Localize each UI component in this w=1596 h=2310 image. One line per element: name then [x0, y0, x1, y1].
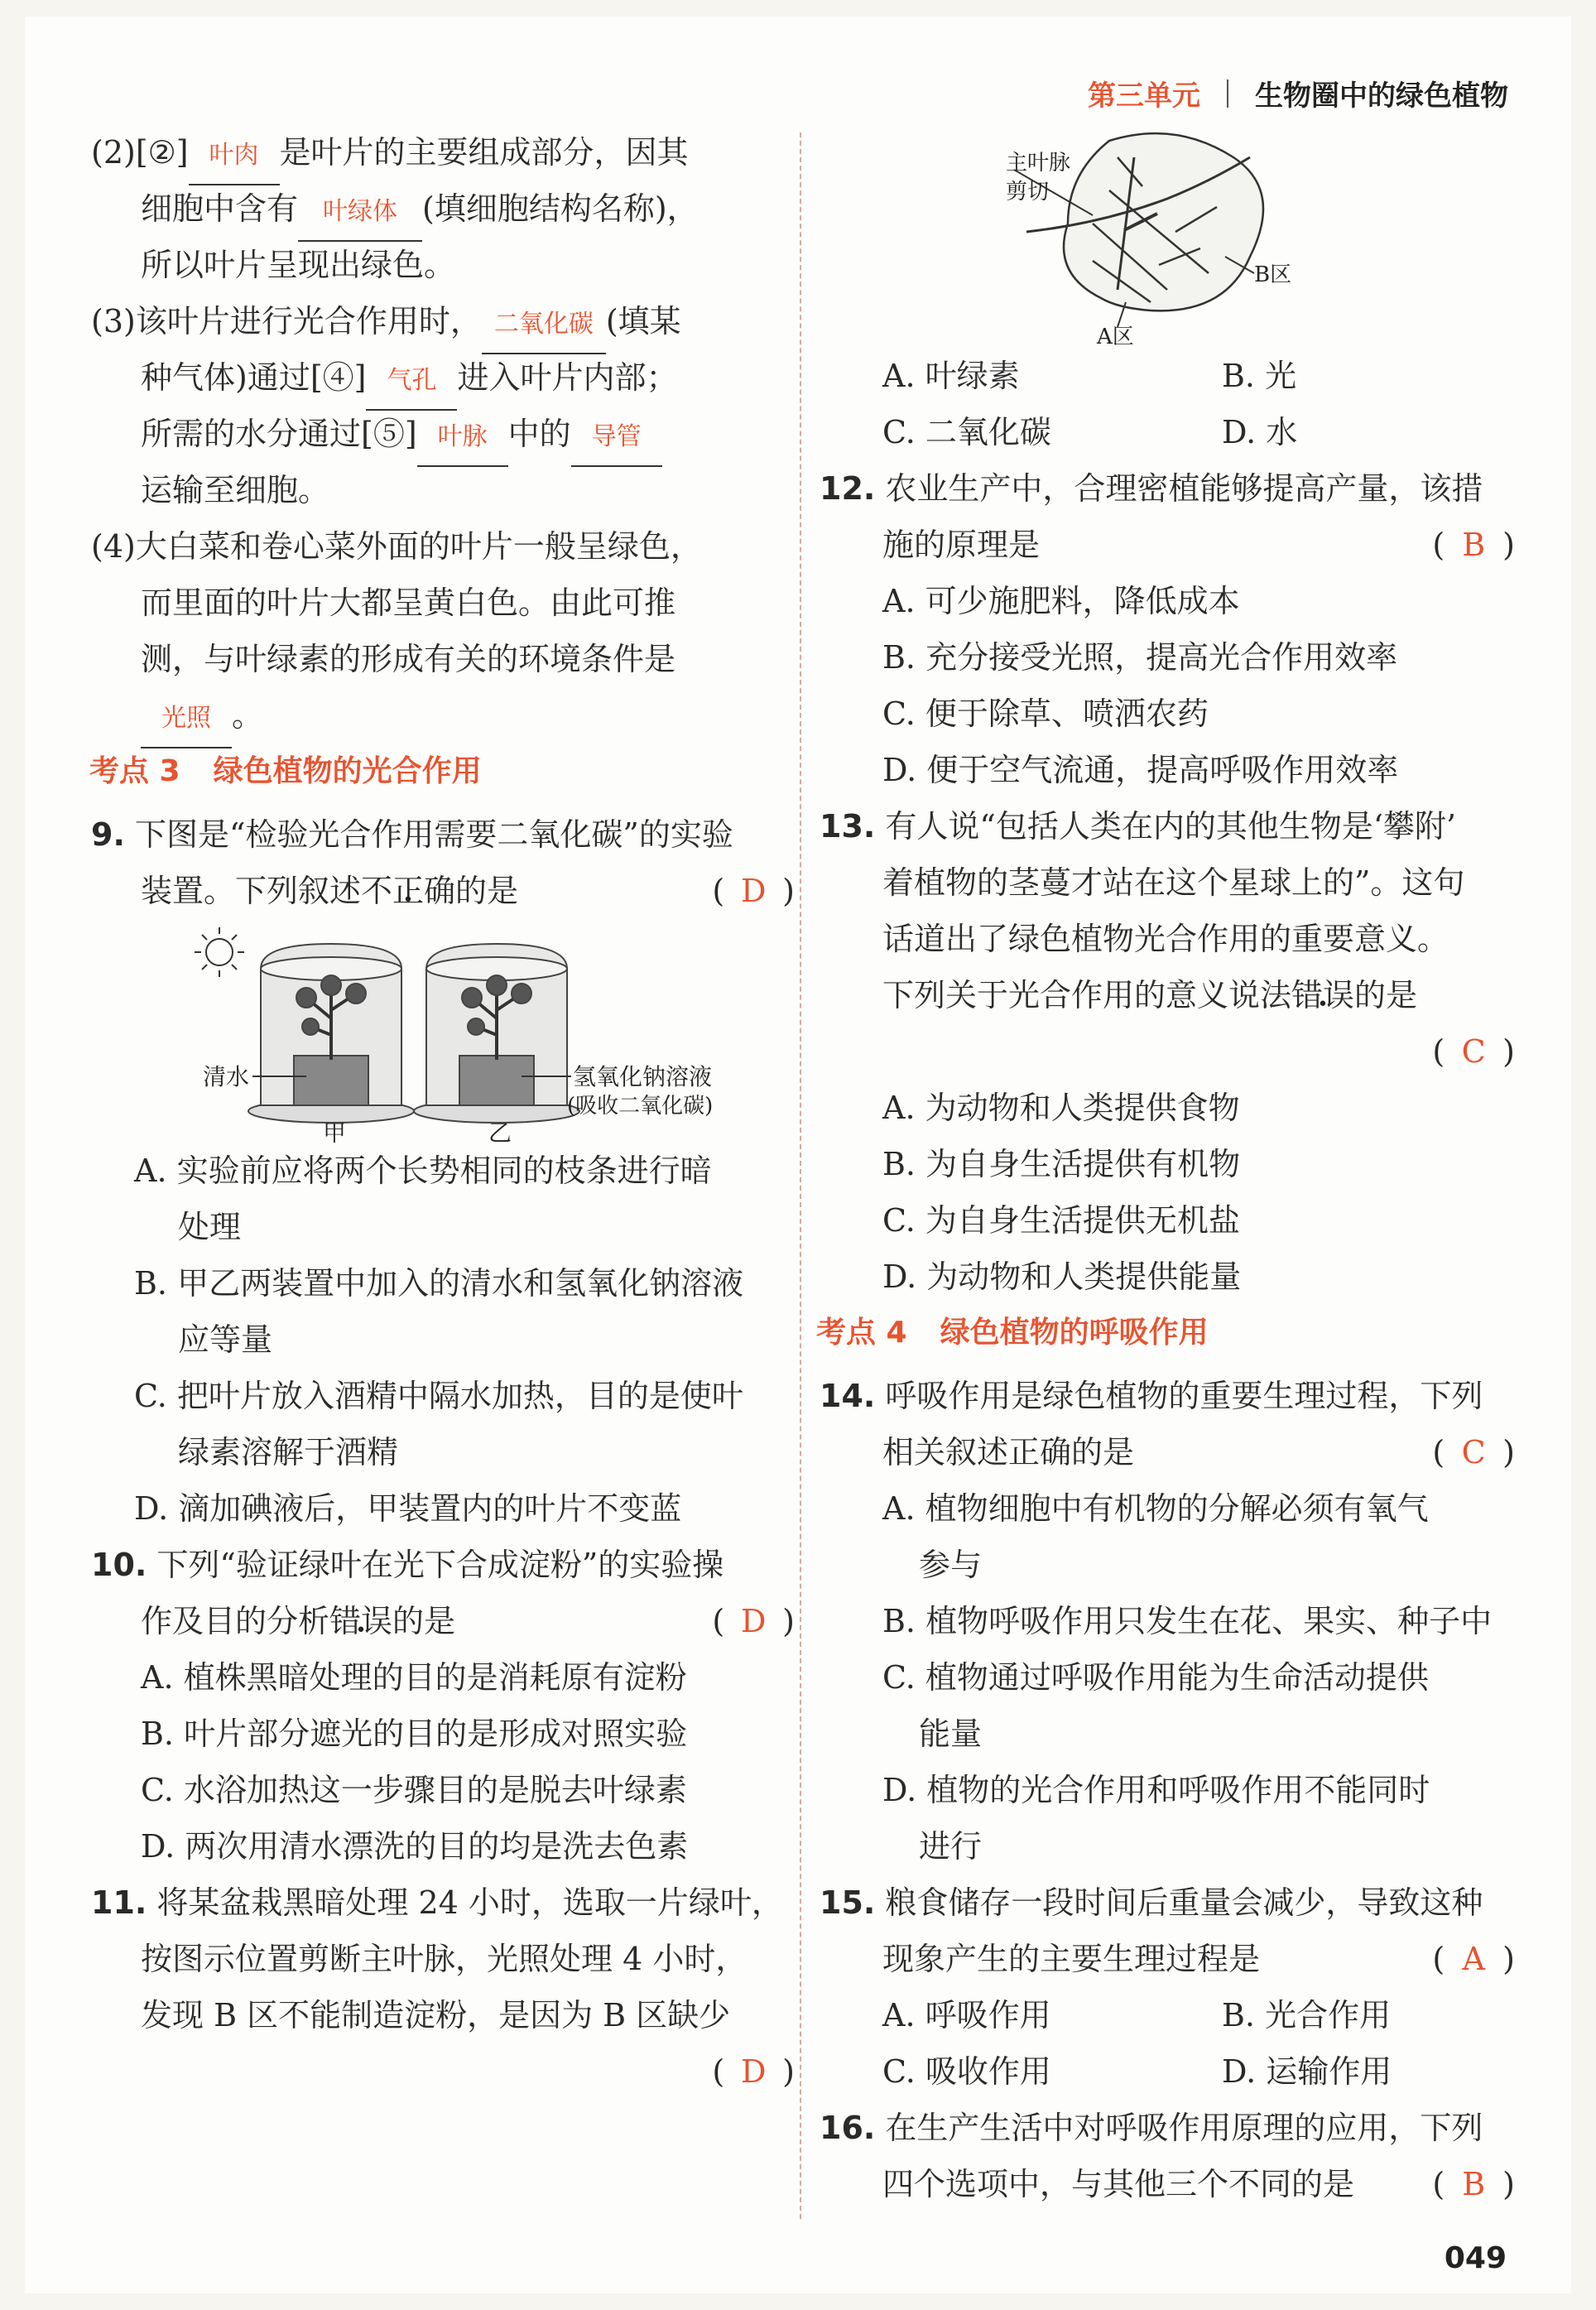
q13-option-a: A. 为动物和人类提供食物	[882, 1090, 1240, 1126]
q11-leaf-figure	[820, 124, 1515, 348]
right-column	[816, 124, 1515, 2212]
q9-option-c-cont: 绿素溶解于酒精	[178, 1434, 399, 1470]
answer-bracket: ( D )	[712, 2053, 795, 2090]
column-divider	[800, 132, 801, 2219]
q12-option-d: D. 便于空气流通，提高呼吸作用效率	[882, 752, 1399, 788]
jar-yi	[414, 944, 579, 1123]
page-header	[1088, 73, 1508, 113]
left-column	[91, 124, 795, 2100]
q13-line1: 13. 有人说“包括人类在内的其他生物是‘攀附’	[820, 808, 1457, 845]
q11-line2: 按图示位置剪断主叶脉，光照处理 4 小时，	[141, 1941, 748, 1977]
answer-blank: 导管	[571, 409, 662, 467]
q9-option-a: A. 实验前应将两个长势相同的枝条进行暗	[134, 1153, 712, 1189]
q9-line1: 9. 下图是“检验光合作用需要二氧化碳”的实验	[91, 816, 733, 853]
q8-4-line3: 测，与叶绿素的形成有关的环境条件是	[141, 641, 676, 677]
unit-label: 第三单元	[1088, 79, 1200, 113]
q8-2-line1: (2)[②] 叶肉 是叶片的主要组成部分，因其	[91, 124, 795, 180]
answer-bracket: ( D )	[712, 1603, 795, 1639]
q12-option-a: A. 可少施肥料，降低成本	[882, 583, 1240, 619]
page-number: 049	[1444, 2241, 1507, 2275]
label-b-zone: B区	[1254, 262, 1292, 287]
answer-bracket: ( B )	[1432, 527, 1515, 563]
q10-option-a: A. 植株黑暗处理的目的是消耗原有淀粉	[141, 1659, 687, 1696]
q13-line3: 话道出了绿色植物光合作用的重要意义。	[882, 921, 1449, 957]
q11-line4	[91, 2043, 795, 2100]
answer-bracket: ( A )	[1432, 1941, 1515, 1977]
q8-4-line2: 而里面的叶片大都呈黄白色。由此可推	[141, 585, 676, 621]
q15-line2: 现象产生的主要生理过程是 ( A )	[820, 1931, 1515, 1987]
answer-blank: 气孔	[366, 353, 457, 411]
answer-blank: 叶绿体	[298, 184, 422, 242]
q9-option-b-cont: 应等量	[178, 1321, 273, 1358]
q9-option-a-cont: 处理	[178, 1209, 242, 1245]
q8-2-line3: 所以叶片呈现出绿色。	[141, 247, 456, 283]
section-heading-4: 考点 4 绿色植物的呼吸作用	[816, 1316, 1209, 1350]
q13-line5	[820, 1023, 1515, 1080]
q9-line2: 装置。下列叙述不正确的是 ( D )	[91, 863, 795, 919]
q13-option-b: B. 为自身生活提供有机物	[882, 1146, 1241, 1182]
label-naoh-note: (吸收二氧化碳)	[567, 1094, 714, 1119]
jar-jia	[248, 944, 414, 1123]
q8-3-line1: (3)该叶片进行光合作用时， 二氧化碳 (填某	[91, 293, 795, 349]
q13-line4: 下列关于光合作用的意义说法错误的是	[882, 977, 1418, 1013]
q9-figure	[91, 919, 795, 1143]
q16-line1: 16. 在生产生活中对呼吸作用原理的应用，下列	[820, 2110, 1483, 2146]
q14-option-c: C. 植物通过呼吸作用能为生命活动提供	[882, 1659, 1429, 1696]
answer-bracket: ( D )	[712, 873, 795, 909]
q14-option-b: B. 植物呼吸作用只发生在花、果实、种子中	[882, 1603, 1493, 1639]
answer-blank: 叶肉	[189, 128, 280, 185]
q8-2-line2: 细胞中含有 叶绿体 (填细胞结构名称)，	[91, 180, 795, 237]
q8-3-line2: 种气体)通过[④] 气孔 进入叶片内部；	[91, 349, 795, 406]
label-water: 清水	[203, 1063, 250, 1090]
q12-option-c: C. 便于除草、喷洒农药	[882, 695, 1209, 732]
sun-icon	[195, 927, 244, 977]
q14-line2: 相关叙述正确的是 ( C )	[820, 1424, 1515, 1480]
q10-line1: 10. 下列“验证绿叶在光下合成淀粉”的实验操	[91, 1547, 724, 1583]
q8-3-line3: 所需的水分通过[⑤] 叶脉 中的 导管	[91, 406, 795, 462]
q14-line1: 14. 呼吸作用是绿色植物的重要生理过程，下列	[820, 1378, 1483, 1414]
label-naoh: 氢氧化钠溶液	[573, 1063, 713, 1090]
q11-options-row1: A. 叶绿素 B. 光	[882, 358, 1297, 394]
label-yi: 乙	[488, 1119, 512, 1143]
q8-4-line4: 光照 。	[91, 687, 795, 744]
answer-blank: 二氧化碳	[482, 296, 606, 354]
q11-line3: 发现 B 区不能制造淀粉，是因为 B 区缺少	[141, 1997, 731, 2033]
q10-option-d: D. 两次用清水漂洗的目的均是洗去色素	[141, 1828, 689, 1865]
q9-option-c: C. 把叶片放入酒精中隔水加热，目的是使叶	[134, 1378, 743, 1414]
q14-option-d: D. 植物的光合作用和呼吸作用不能同时	[882, 1772, 1430, 1808]
label-cut: 剪切	[1006, 180, 1050, 205]
answer-blank: 叶脉	[417, 409, 508, 467]
label-jia: 甲	[323, 1119, 347, 1143]
q14-option-a-cont: 参与	[919, 1547, 983, 1583]
q16-line2: 四个选项中，与其他三个不同的是 ( B )	[820, 2156, 1515, 2212]
q14-option-c-cont: 能量	[919, 1716, 983, 1752]
section-heading-3: 考点 3 绿色植物的光合作用	[89, 754, 482, 788]
chapter-title: 生物圈中的绿色植物	[1255, 79, 1508, 113]
answer-bracket: ( B )	[1432, 2166, 1515, 2202]
q14-option-d-cont: 进行	[919, 1828, 983, 1865]
q9-option-d: D. 滴加碘液后，甲装置内的叶片不变蓝	[134, 1490, 682, 1527]
q12-option-b: B. 充分接受光照，提高光合作用效率	[882, 639, 1398, 676]
q12-line2: 施的原理是 ( B )	[820, 517, 1515, 573]
q13-option-d: D. 为动物和人类提供能量	[882, 1258, 1242, 1295]
label-main-vein: 主叶脉	[1006, 151, 1071, 176]
q14-option-a: A. 植物细胞中有机物的分解必须有氧气	[882, 1490, 1429, 1527]
q11-line1: 11. 将某盆栽黑暗处理 24 小时，选取一片绿叶，	[91, 1884, 783, 1921]
q9-option-b: B. 甲乙两装置中加入的清水和氢氧化钠溶液	[134, 1265, 744, 1302]
q8-4-line1: (4)大白菜和卷心菜外面的叶片一般呈绿色，	[91, 528, 702, 565]
q15-line1: 15. 粮食储存一段时间后重量会减少，导致这种	[820, 1884, 1483, 1921]
q8-3-line4: 运输至细胞。	[141, 472, 330, 508]
answer-blank: 光照	[141, 691, 232, 748]
q13-line2: 着植物的茎蔓才站在这个星球上的”。这句	[882, 864, 1465, 901]
q12-line1: 12. 农业生产中，合理密植能够提高产量，该措	[820, 470, 1483, 507]
q15-options-row2: C. 吸收作用 D. 运输作用	[882, 2053, 1392, 2090]
q10-option-b: B. 叶片部分遮光的目的是形成对照实验	[141, 1716, 688, 1752]
header-separator	[1227, 79, 1228, 108]
q15-options-row1: A. 呼吸作用 B. 光合作用	[882, 1997, 1392, 2033]
answer-bracket: ( C )	[1432, 1434, 1515, 1470]
q10-line2: 作及目的分析错误的是 ( D )	[91, 1593, 795, 1649]
q10-option-c: C. 水浴加热这一步骤目的是脱去叶绿素	[141, 1772, 687, 1808]
q13-option-c: C. 为自身生活提供无机盐	[882, 1202, 1240, 1239]
label-a-zone: A区	[1097, 325, 1134, 348]
q11-options-row2: C. 二氧化碳 D. 水	[882, 414, 1298, 450]
answer-bracket: ( C )	[1432, 1033, 1515, 1070]
